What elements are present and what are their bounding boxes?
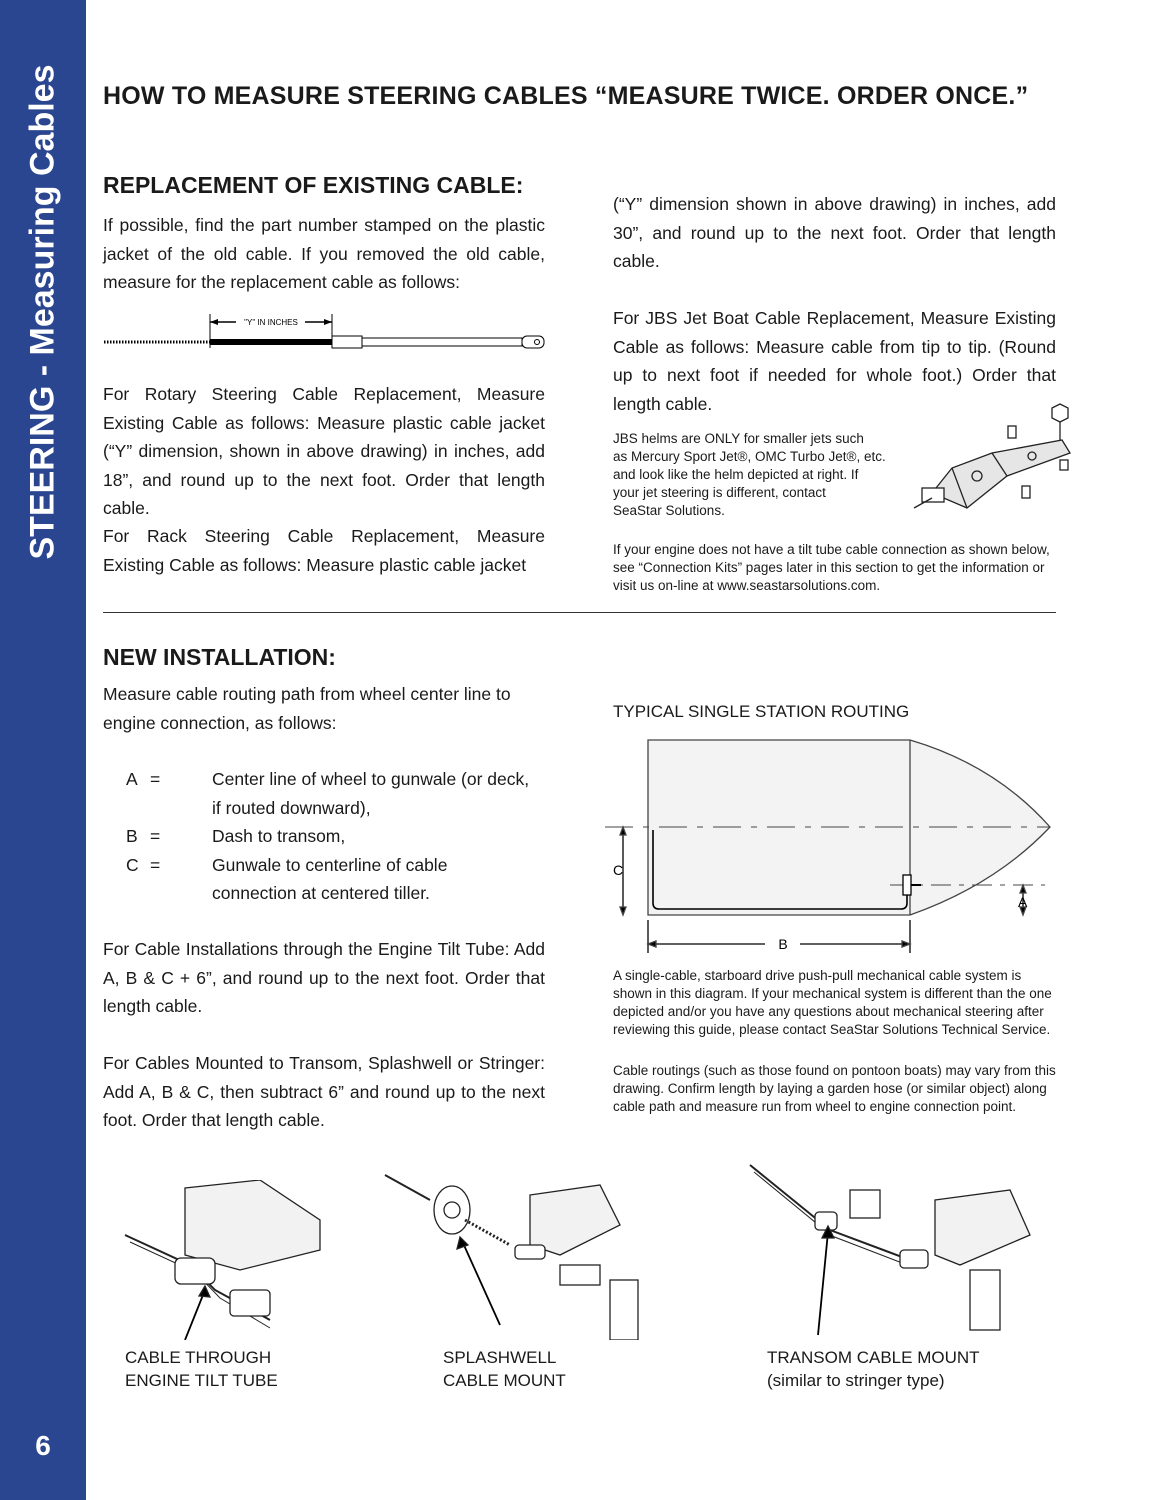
jbs-note: JBS helms are ONLY for smaller jets such as Mercury Sport Jet®, OMC Turbo Jet®, etc. and look like the helm depicted at right. If your jet steering is different, contact SeaStar Solutions. [613,431,886,518]
cable-eye [522,336,544,348]
page-title: HOW TO MEASURE STEERING CABLES “MEASURE TWICE. ORDER ONCE.” [103,82,1029,110]
cable-diagram [100,310,550,360]
rack-text: For Rack Steering Cable Replacement, Measure Existing Cable as follows: Measure plastic cable jacket [103,526,545,575]
replacement-title: REPLACEMENT OF EXISTING CABLE: [103,172,524,198]
routing-caption-1: A single-cable, starboard drive push-pull mechanical cable system is shown in this diagram. If your mechanical system is different than the one depicted and/or you have any questions about mechanical steering after reviewing this guide, please contact SeaStar Solutions Technical Service. [613,968,1052,1037]
transom-instructions: For Cables Mounted to Transom, Splashwell or Stringer: Add A, B & C, then subtract 6” and round up to the next foot. Order that length cable. [103,1053,545,1130]
cable-rod [362,338,522,346]
rotary-text: For Rotary Steering Cable Replacement, Measure Existing Cable as follows: Measure plastic cable jacket (“Y” dimension, shown in above drawing) in inches, add 18”, and round up to the next foot. Order that length cable. [103,384,545,518]
routing-title: TYPICAL SINGLE STATION ROUTING [613,702,910,721]
tilt-tube-note: If your engine does not have a tilt tube cable connection as shown below, see “Connection Kits” pages later in this section to get the information or visit us on-line at www.seastarsolutions.com. [613,542,1050,593]
rack-text-continued: (“Y” dimension shown in above drawing) in inches, add 30”, and round up to the next foot. Order that length cable. [613,194,1056,271]
tilt-tube-mount-drawing [120,1180,350,1340]
page-number: 6 [35,1430,51,1461]
routing-diagram [605,735,1065,960]
definition-list [126,765,532,908]
mount-caption-tilt-tube: CABLE THROUGH ENGINE TILT TUBE [125,1348,278,1390]
dimension-c-label: C [613,862,624,878]
splashwell-mount-drawing [380,1165,640,1340]
sidebar-title: STEERING - Measuring Cables [23,64,62,560]
replacement-intro: If possible, find the part number stamped on the plastic jacket of the old cable. If you removed the old cable, measure for the replacement cable as follows: [103,215,545,292]
sidebar [0,0,86,1500]
dimension-a-label: A [1018,894,1028,910]
routing-caption-2: Cable routings (such as those found on pontoon boats) may vary from this drawing. Confirm length by laying a garden hose (or similar object) along cable path and measure run from wheel to engine connection point. [613,1063,1056,1114]
section-divider [103,612,1056,613]
mount-caption-transom: TRANSOM CABLE MOUNT (similar to stringer type) [767,1348,980,1390]
y-dimension-label: "Y" IN INCHES [244,318,298,327]
new-install-intro: Measure cable routing path from wheel center line to engine connection, as follows: [103,684,511,733]
definition-b: B = Dash to transom, [126,826,346,846]
jbs-helm-drawing [912,398,1082,528]
new-install-title: NEW INSTALLATION: [103,644,336,670]
dimension-b-label: B [778,936,788,952]
tilt-tube-instructions: For Cable Installations through the Engine Tilt Tube: Add A, B & C + 6”, and round up to the next foot. Order that length cable. [103,939,545,1016]
transom-mount-drawing [740,1160,1040,1340]
jbs-text: For JBS Jet Boat Cable Replacement, Measure Existing Cable as follows: Measure cable from tip to tip. (Round up to next foot if needed for whole foot.) Order that length cable. [613,308,1056,414]
definition-a: A = Center line of wheel to gunwale (or deck, if routed downward), [126,769,530,818]
mount-caption-splashwell: SPLASHWELL CABLE MOUNT [443,1348,566,1390]
definition-c: C = Gunwale to centerline of cable connection at centered tiller. [126,854,448,903]
cable-jacket [210,339,332,345]
